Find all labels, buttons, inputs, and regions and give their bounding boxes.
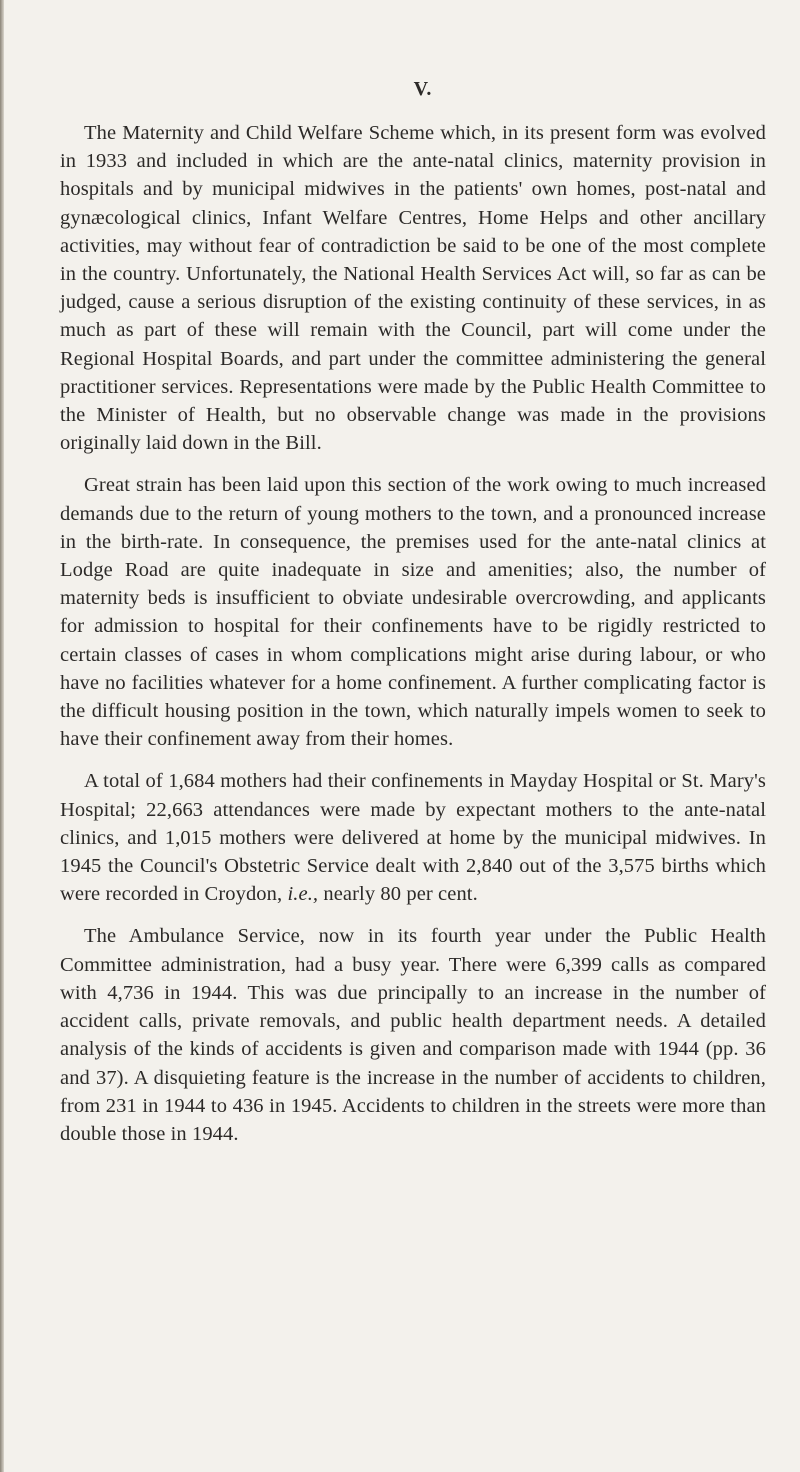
- confinement-statistics-text: A total of 1,684 mothers had their confinements in Mayday Hospital or St. Mary's Hospital; 22,663 attendances were made by expectant mothers to the ante-natal clinics, and 1,015 mothers were delivered at home by the municipal midwives. In 1945 the Council's Obstetric Service dealt with 2,840 out of the 3,575 births which were recorded in Croydon,: [60, 770, 766, 906]
- paragraph-maternity-scheme: The Maternity and Child Welfare Scheme which, in its present form was evolved in 1933 and included in which are the ante-natal clinics, maternity provision in hospitals and by municipal midwives in the patients' own homes, post-natal and gynæcological clinics, Infant Welfare Centres, Home Helps and other ancillary activities, may without fear of contradiction be said to be one of the most complete in the country. Unfortunately, the National Health Services Act will, so far as can be judged, cause a serious disruption of the existing continuity of these services, in as much as part of these will remain with the Council, part will come under the Regional Hospital Boards, and part under the committee administering the general practitioner services. Representations were made by the Public Health Committee to the Minister of Health, but no observable change was made in the provisions originally laid down in the Bill.: [60, 122, 766, 455]
- paragraph-confinement-statistics: [60, 767, 766, 908]
- paragraph-ambulance-service: The Ambulance Service, now in its fourth year under the Public Health Committee administration, had a busy year. There were 6,399 calls as compared with 4,736 in 1944. This was due principally to an increase in the number of accident calls, private removals, and public health department needs. A detailed analysis of the kinds of accidents is given and comparison made with 1944 (pp. 36 and 37). A disquieting feature is the increase in the number of accidents to children, from 231 in 1944 to 436 in 1945. Accidents to children in the streets were more than double those in 1944.: [60, 925, 766, 1145]
- confinement-statistics-tail: nearly 80 per cent.: [323, 883, 478, 906]
- paragraph-great-strain: Great strain has been laid upon this section of the work owing to much increased demands due to the return of young mothers to the town, and a pronounced increase in the birth-rate. In consequence, the premises used for the ante-natal clinics at Lodge Road are quite inadequate in size and amenities; also, the number of maternity beds is insufficient to obviate undesirable overcrowding, and applicants for admission to hospital for their confinements have to be rigidly restricted to certain classes of cases in whom complications might arise during labour, or who have no facilities whatever for a home confinement. A further complicating factor is the difficult housing position in the town, which naturally impels women to seek to have their confinement away from their homes.: [60, 474, 766, 751]
- ie-abbreviation: i.e.,: [287, 883, 319, 906]
- page-binding-edge: [0, 0, 4, 1472]
- page-number: V.: [413, 78, 433, 100]
- document-page: [60, 78, 766, 1162]
